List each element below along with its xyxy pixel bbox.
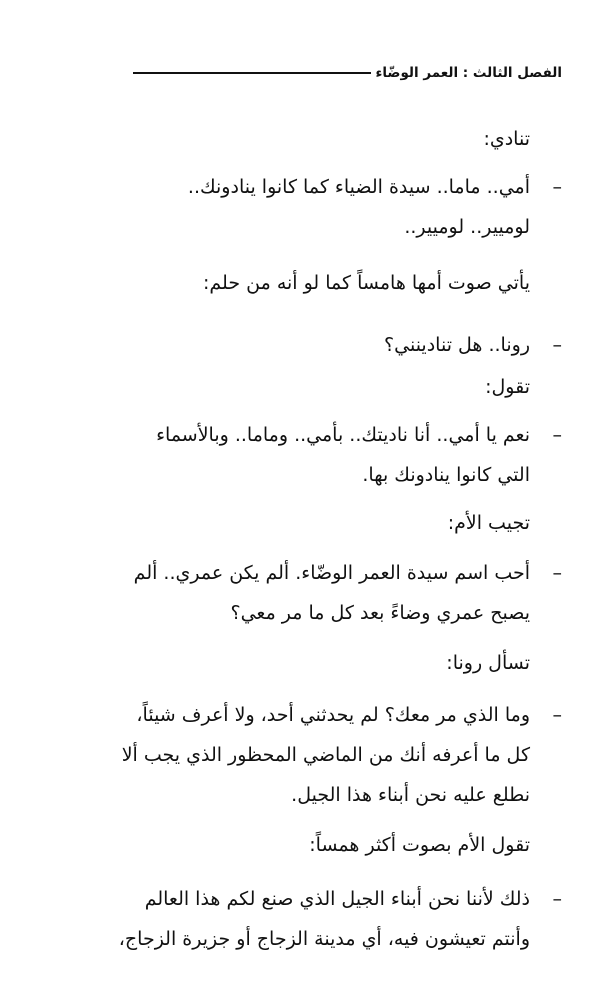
text-line: نطلع عليه نحن أبناء هذا الجيل.	[291, 784, 530, 806]
dialogue-dash: –	[552, 888, 562, 910]
running-header	[42, 60, 562, 86]
text-line: كل ما أعرفه أنك من الماضي المحظور الذي يجب ألا	[121, 744, 530, 766]
dialogue-dash: –	[552, 562, 562, 584]
text-line: تسأل رونا:	[446, 652, 530, 674]
text-line: نعم يا أمي.. أنا ناديتك.. بأمي.. وماما.. وبالأسماء	[156, 424, 530, 446]
text-line: التي كانوا ينادونك بها.	[362, 464, 530, 486]
text-line: لوميير.. لوميير..	[404, 216, 530, 238]
text-line: وأنتم تعيشون فيه، أي مدينة الزجاج أو جزيرة الزجاج،	[118, 928, 530, 950]
text-line: تجيب الأم:	[447, 512, 530, 534]
text-line: تقول:	[485, 376, 530, 398]
chapter-title: الفصل الثالث : العمر الوضّاء	[375, 65, 562, 81]
text-line: تقول الأم بصوت أكثر همساً:	[309, 834, 530, 856]
header-rule	[133, 72, 371, 74]
text-line: أحب اسم سيدة العمر الوضّاء. ألم يكن عمري.. ألم	[133, 562, 530, 584]
dialogue-dash: –	[552, 176, 562, 198]
dialogue-dash: –	[552, 424, 562, 446]
text-line: تنادي:	[483, 128, 530, 150]
text-line: رونا.. هل تنادينني؟	[384, 334, 530, 356]
dialogue-dash: –	[552, 704, 562, 726]
text-line: يصبح عمري وضاءً بعد كل ما مر معي؟	[230, 602, 530, 624]
text-line: ذلك لأننا نحن أبناء الجيل الذي صنع لكم هذا العالم	[144, 888, 530, 910]
text-line: أمي.. ماما.. سيدة الضياء كما كانوا ينادونك..	[187, 176, 530, 198]
dialogue-dash: –	[552, 334, 562, 356]
text-line: وما الذي مر معك؟ لم يحدثني أحد، ولا أعرف شيئاً،	[136, 704, 530, 726]
text-line: يأتي صوت أمها هامساً كما لو أنه من حلم:	[203, 272, 530, 294]
